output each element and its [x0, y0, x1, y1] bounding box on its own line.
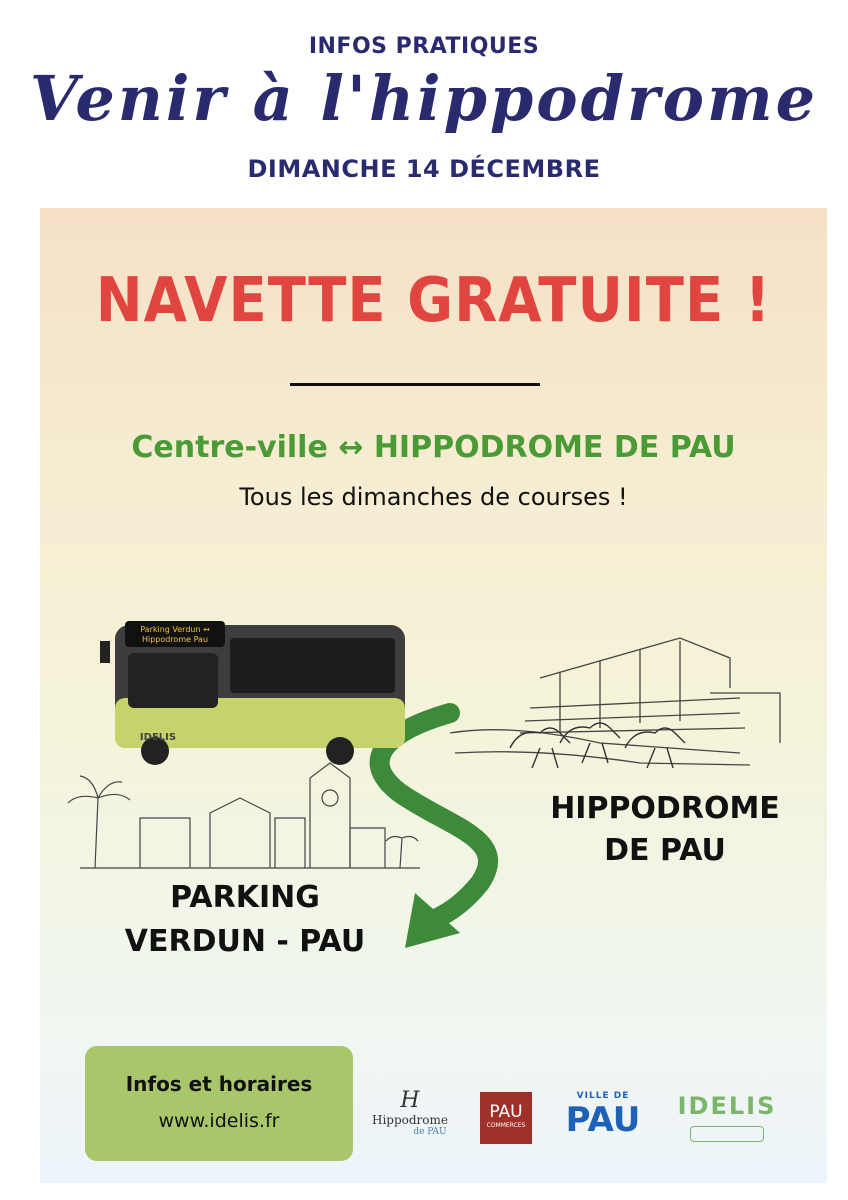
idelis-logo	[672, 1092, 782, 1147]
idelis-logo-text: IDELIS	[677, 1092, 777, 1120]
hippodrome-logo-name: Hippodrome	[371, 1113, 448, 1127]
origin-line1: PARKING	[170, 880, 320, 915]
idelis-logo-bar	[690, 1126, 764, 1142]
route-line: Centre-ville ↔ HIPPODROME DE PAU	[131, 430, 736, 465]
destination-line1: HIPPODROME	[550, 791, 780, 826]
destination-line2: DE PAU	[604, 833, 726, 868]
bus-sign-line1: Parking Verdun ↔	[140, 625, 210, 634]
hippodrome-logo	[365, 1088, 455, 1150]
info-box	[85, 1046, 353, 1161]
ville-de-pau-logo	[552, 1091, 654, 1151]
ville-de-pau-logo-small: VILLE DE	[576, 1091, 630, 1101]
subtitle: Tous les dimanches de courses !	[239, 483, 628, 511]
divider-rule	[290, 383, 540, 386]
bus-sign-line2: Hippodrome Pau	[141, 635, 209, 644]
page-title: Venir à l'hippodrome	[29, 62, 819, 135]
bus-brand: IDELIS	[139, 732, 177, 743]
origin-label	[100, 876, 390, 964]
ville-de-pau-logo-big: PAU	[565, 1100, 641, 1140]
info-title: Infos et horaires	[125, 1072, 313, 1096]
poster-panel	[40, 208, 827, 1183]
hippodrome-logo-mark: H	[400, 1088, 420, 1113]
pau-commerces-logo-big: PAU	[489, 1102, 523, 1122]
city-skyline-drawing	[68, 763, 420, 868]
top-kicker: INFOS PRATIQUES	[308, 34, 540, 59]
headline: NAVETTE GRATUITE !	[95, 264, 772, 337]
destination-label	[530, 788, 800, 872]
info-url[interactable]: www.idelis.fr	[158, 1110, 280, 1132]
event-date: DIMANCHE 14 DÉCEMBRE	[247, 155, 601, 183]
horses-drawing	[510, 723, 685, 768]
origin-line2: VERDUN - PAU	[124, 924, 366, 959]
grandstand-drawing	[450, 638, 780, 765]
pau-commerces-logo-small: COMMERCES	[486, 1122, 526, 1129]
pau-commerces-logo	[480, 1092, 532, 1144]
hippodrome-logo-city: de PAU	[413, 1127, 447, 1137]
